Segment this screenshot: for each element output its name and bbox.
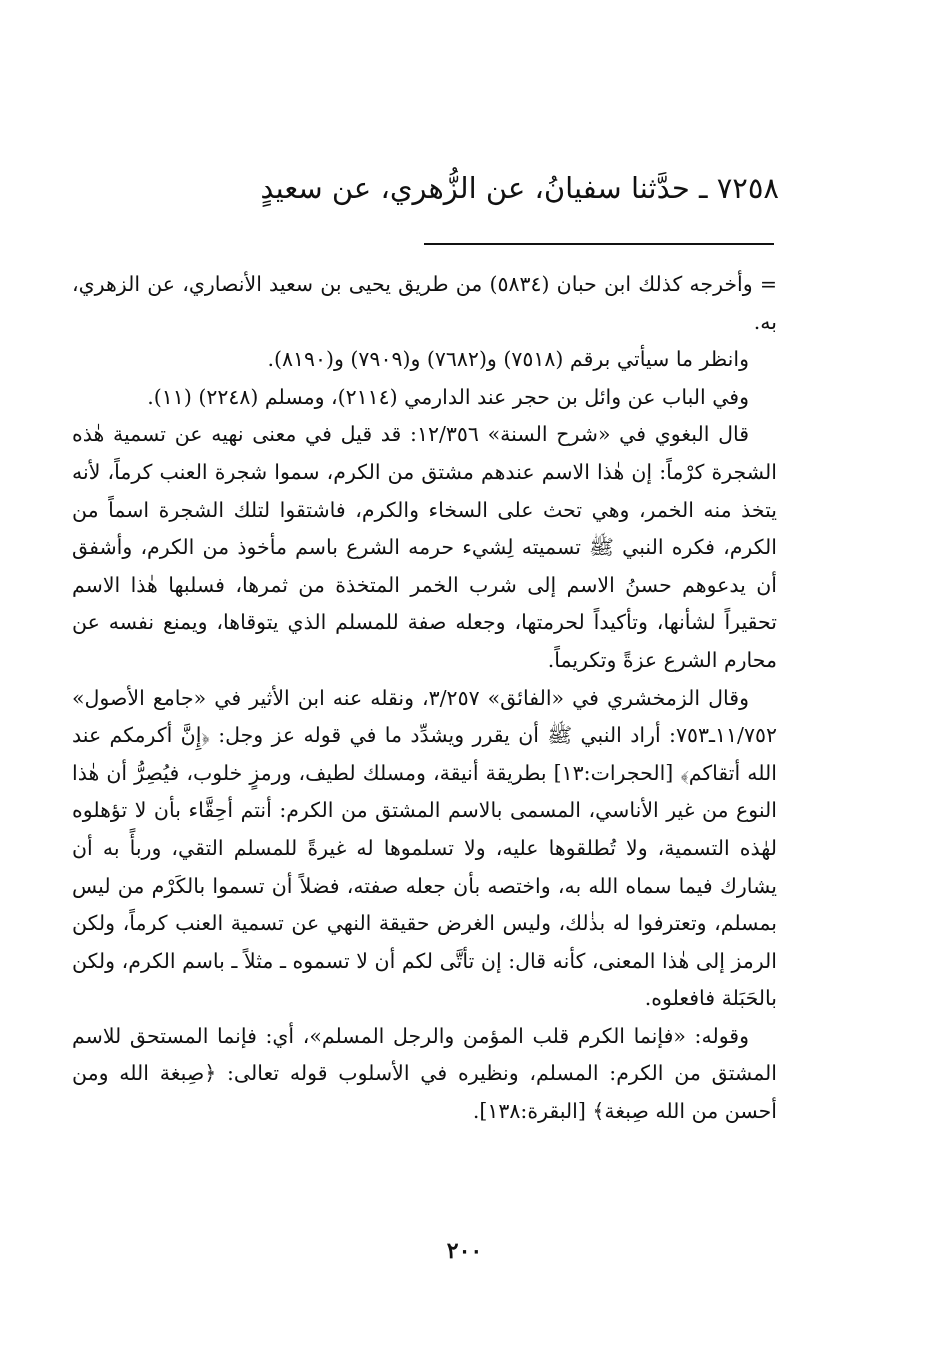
- footnote-paragraph: وفي الباب عن وائل بن حجر عند الدارمي (٢١١٤)، ومسلم (٢٢٤٨) (١١).: [147, 384, 749, 409]
- hadith-text-line: ٧٢٥٨ ـ حدَّثنا سفيانُ، عن الزُّهري، عن سعيدٍ: [260, 171, 779, 205]
- footnote-separator: [424, 243, 774, 245]
- footnotes-block: [72, 266, 777, 1131]
- footnote-paragraph: = وأخرجه كذلك ابن حبان (٥٨٣٤) من طريق يحيى بن سعيد الأنصاري، عن الزهري، به.: [72, 272, 777, 334]
- footnote-paragraph: وقوله: «فإنما الكرم قلب المؤمن والرجل المسلم»، أي: فإنما المستحق للاسم المشتق من الكرم: المسلم، ونظيره في الأسلوب قوله تعالى: ﴿صِبغة الله ومن أحسن من الله صِبغة﴾ [البقرة:١٣٨].: [72, 1023, 777, 1124]
- footnote-paragraph: وقال الزمخشري في «الفائق» ٣/٢٥٧، ونقله عنه ابن الأثير في «جامع الأصول» ١١/٧٥٢ـ٧٥٣: أراد النبي ﷺ أن يقرر ويشدِّد ما في قوله عز وجل: ﴿إِنَّ أكرمكم عند الله أتقاكم﴾ [الحجرات:١٣] بطريقة أنيقة، ومسلك لطيف، ورمزٍ خلوب، فيُصِرُّ أن هٰذا النوع من غير الأناسي، المسمى بالاسم المشتق من الكرم: أنتم أحِقَّاء بأن لا تؤهلوه لهٰذه التسمية، ولا تُطلقوها عليه، ولا تسلموها له غيرةً للمسلم التقي، وربأً به أن يشارك فيما سماه الله به، واختصه بأن جعله صفته، فضلاً أن تسموا بالكَرْم من ليس بمسلم، وتعترفوا له بذٰلك، وليس الغرض حقيقة النهي عن تسمية العنب كرماً، ولكن الرمز إلى هٰذا المعنى، كأنه قال: إن تأتَّى لكم أن لا تسموه ـ مثلاً ـ باسم الكرم، ولكن بالحَبَلة فافعلوه.: [72, 685, 777, 1011]
- page-number: ٢٠٠: [446, 1238, 483, 1264]
- footnote-paragraph: قال البغوي في «شرح السنة» ١٢/٣٥٦: قد قيل في معنى نهيه عن تسمية هٰذه الشجرة كرْماً: إن هٰذا الاسم عندهم مشتق من الكرم، سموا شجرة العنب كرماً، لأنه يتخذ منه الخمر، وهي تحث على السخاء والكرم، فاشتقوا لتلك الشجرة اسماً من الكرم، فكره النبي ﷺ تسميته لِشيء حرمه الشرع باسم مأخوذ من الكرم، وأشفق أن يدعوهم حسنُ الاسم إلى شرب الخمر المتخذة من ثمرها، فسلبها هٰذا الاسم تحقيراً لشأنها، وتأكيداً لحرمتها، وجعله صفة للمسلم الذي يتوقاها، ويمنع نفسه عن محارم الشرع عزةً وتكريماً.: [72, 422, 777, 672]
- footnote-paragraph: وانظر ما سيأتي برقم (٧٥١٨) و(٧٦٨٢) و(٧٩٠٩) و(٨١٩٠).: [267, 347, 749, 372]
